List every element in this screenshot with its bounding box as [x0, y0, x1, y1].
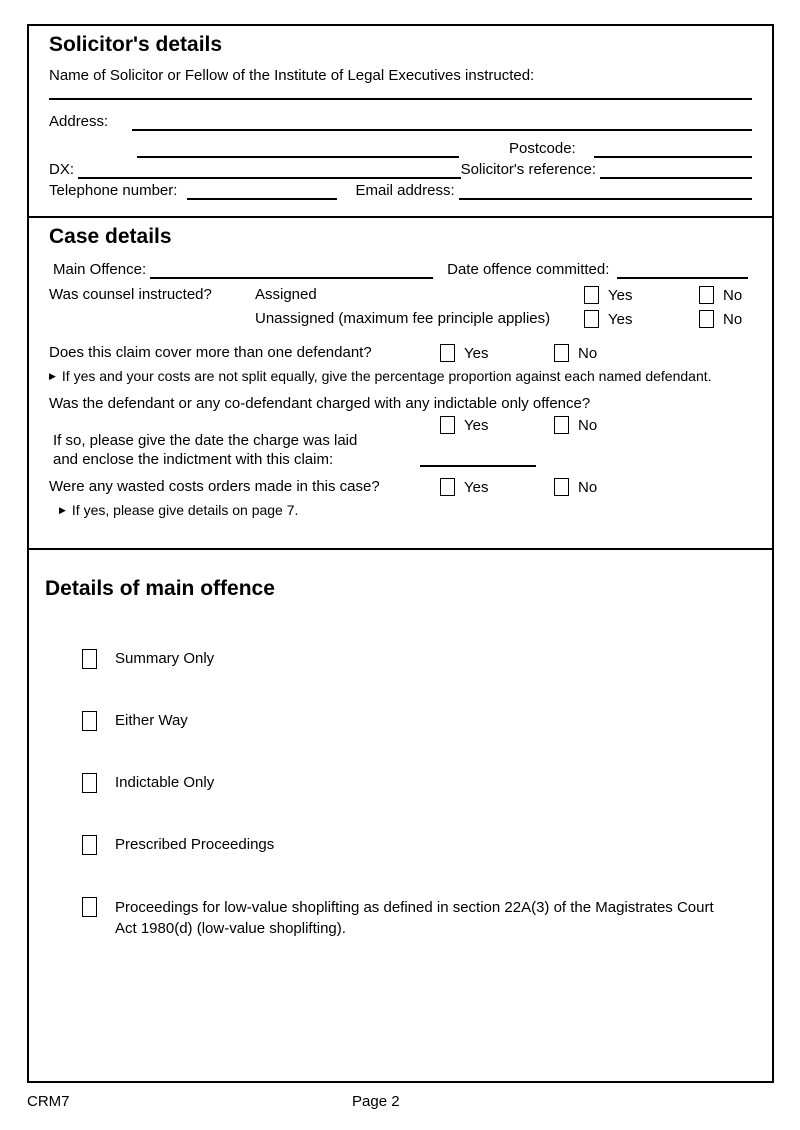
solicitor-name-label: Name of Solicitor or Fellow of the Institute of Legal Executives instructed:: [49, 67, 535, 84]
yes-label: Yes: [608, 310, 633, 328]
charge-laid-line1: If so, please give the date the charge was laid: [53, 432, 358, 449]
telephone-field[interactable]: [187, 198, 337, 200]
counsel-unassigned-no-checkbox[interactable]: [699, 310, 714, 328]
multiple-defendants-hint: ▶ If yes and your costs are not split equally, give the percentage proportion against each named defendant.: [49, 368, 712, 384]
postcode-label: Postcode:: [509, 140, 576, 157]
solicitor-section-title: Solicitor's details: [49, 33, 223, 56]
counsel-assigned-row: [49, 284, 752, 306]
multiple-defendants-yes-checkbox[interactable]: [440, 344, 455, 362]
offence-option-row: [82, 897, 752, 939]
offence-option-row: [82, 773, 752, 793]
summary-only-label: Summary Only: [115, 650, 215, 667]
form-border-box: [27, 24, 774, 1083]
no-label: No: [723, 286, 743, 304]
wasted-costs-hint: ▶ If yes, please give details on page 7.: [59, 502, 299, 518]
wasted-costs-yes-checkbox[interactable]: [440, 478, 455, 496]
date-offence-committed-label: Date offence committed:: [447, 261, 610, 278]
dx-label: DX:: [49, 161, 75, 178]
low-value-shoplifting-label: Proceedings for low-value shoplifting as defined in section 22A(3) of the Magistrates Court Act 1980(d) (low-value shoplifting).: [115, 899, 714, 937]
section-divider: [29, 216, 772, 218]
date-offence-committed-field[interactable]: [617, 277, 748, 279]
email-label: Email address:: [355, 182, 455, 199]
yes-label: Yes: [464, 478, 489, 496]
multiple-defendants-no-checkbox[interactable]: [554, 344, 569, 362]
form-code: CRM7: [27, 1093, 70, 1110]
email-field[interactable]: [459, 198, 752, 200]
main-offence-section: [29, 577, 772, 939]
low-value-shoplifting-checkbox[interactable]: [82, 897, 97, 917]
counsel-instructed-question: Was counsel instructed?: [49, 286, 212, 303]
prescribed-proceedings-checkbox[interactable]: [82, 835, 97, 855]
address-line-2-field[interactable]: [137, 156, 459, 158]
indictable-only-label: Indictable Only: [115, 774, 215, 791]
counsel-assigned-yes-checkbox[interactable]: [584, 286, 599, 304]
section-divider: [29, 548, 772, 550]
wasted-costs-row: [49, 476, 752, 498]
hint-arrow-icon: ▶: [49, 371, 56, 381]
address-label: Address:: [49, 113, 109, 130]
wasted-costs-question: Were any wasted costs orders made in this case?: [49, 478, 380, 495]
dx-field[interactable]: [78, 177, 461, 179]
multiple-defendants-row: [49, 342, 752, 364]
yes-label: Yes: [464, 416, 489, 434]
indictable-question: Was the defendant or any co-defendant charged with any indictable only offence?: [49, 395, 591, 412]
wasted-costs-no-checkbox[interactable]: [554, 478, 569, 496]
summary-only-checkbox[interactable]: [82, 649, 97, 669]
case-section-title: Case details: [49, 225, 172, 248]
counsel-unassigned-row: [49, 308, 752, 330]
no-label: No: [578, 416, 598, 434]
assigned-label: Assigned: [255, 286, 317, 303]
solicitor-reference-field[interactable]: [600, 177, 752, 179]
solicitor-name-field[interactable]: [49, 98, 752, 100]
yes-label: Yes: [608, 286, 633, 304]
postcode-field[interactable]: [594, 156, 752, 158]
no-label: No: [723, 310, 743, 328]
offence-option-row: [82, 711, 752, 731]
page-number: Page 2: [352, 1093, 400, 1110]
main-offence-label: Main Offence:: [53, 261, 147, 278]
counsel-assigned-no-checkbox[interactable]: [699, 286, 714, 304]
no-label: No: [578, 344, 598, 362]
unassigned-label: Unassigned (maximum fee principle applies): [255, 310, 551, 327]
yes-label: Yes: [464, 344, 489, 362]
charge-laid-line2: and enclose the indictment with this claim:: [53, 451, 334, 468]
counsel-unassigned-yes-checkbox[interactable]: [584, 310, 599, 328]
no-label: No: [578, 478, 598, 496]
hint-arrow-icon: ▶: [59, 505, 66, 515]
offence-option-row: [82, 649, 752, 669]
telephone-label: Telephone number:: [49, 182, 178, 199]
charge-laid-block: [53, 431, 752, 469]
main-offence-field[interactable]: [150, 277, 433, 279]
either-way-checkbox[interactable]: [82, 711, 97, 731]
offence-option-row: [82, 835, 752, 855]
prescribed-proceedings-label: Prescribed Proceedings: [115, 836, 275, 853]
indictable-only-checkbox[interactable]: [82, 773, 97, 793]
charge-date-field[interactable]: [420, 465, 536, 467]
case-details-section: [29, 225, 772, 519]
multiple-defendants-question: Does this claim cover more than one defendant?: [49, 344, 372, 361]
solicitor-details-section: [29, 26, 772, 200]
offence-section-title: Details of main offence: [45, 577, 275, 600]
either-way-label: Either Way: [115, 712, 188, 729]
address-line-1-field[interactable]: [132, 129, 752, 131]
solicitor-reference-label: Solicitor's reference:: [460, 161, 596, 178]
